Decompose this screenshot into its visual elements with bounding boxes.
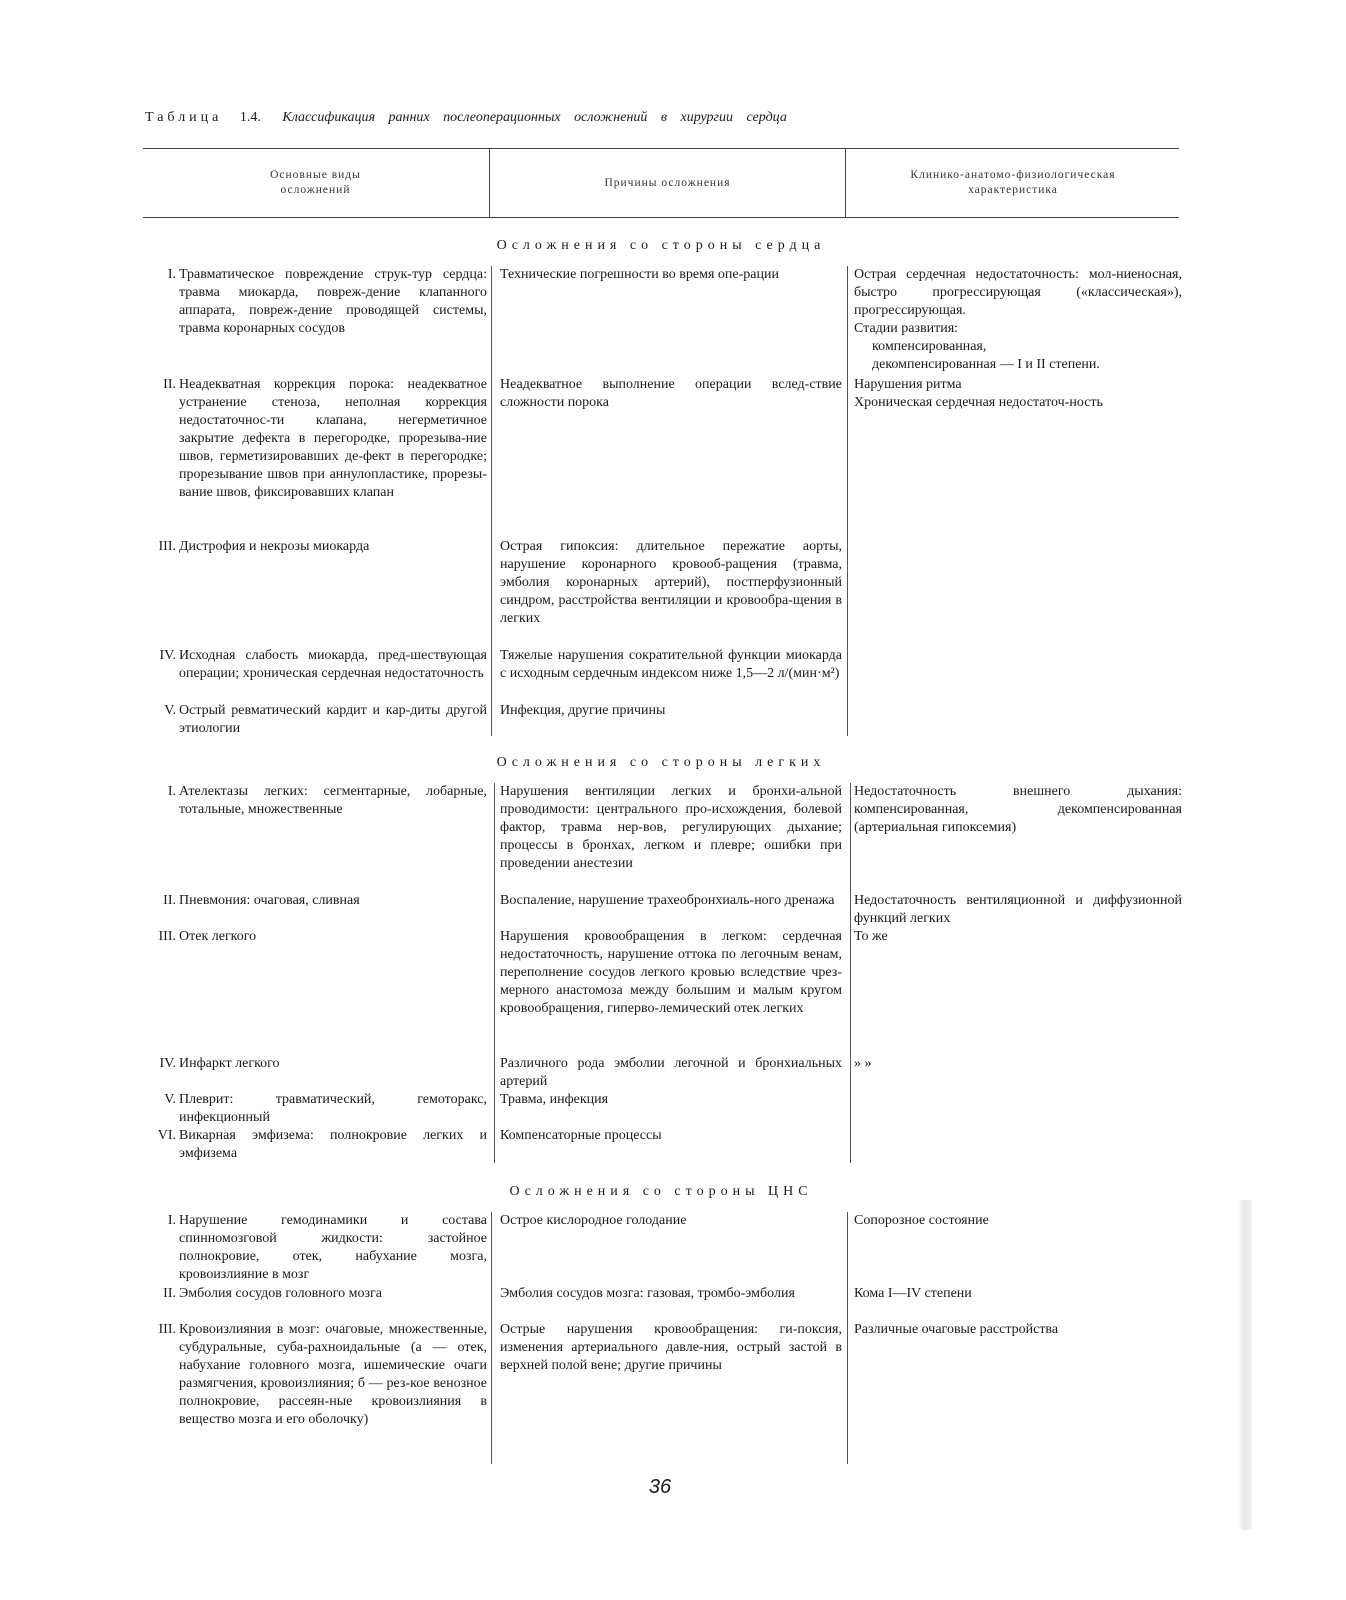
complication-cause: Инфекция, другие причины xyxy=(500,703,666,718)
row-number: VI. xyxy=(157,1128,176,1143)
complication-kind: Исходная слабость миокарда, пред-шествующая операции; хроническая сердечная недостаточность xyxy=(179,648,487,681)
complication-cause: Компенсаторные процессы xyxy=(500,1128,662,1143)
complication-kind: Плеврит: травматический, гемоторакс, инфекционный xyxy=(179,1092,487,1125)
complication-characteristic xyxy=(854,376,1182,412)
complication-cause: Острые нарушения кровообращения: ги-поксия, изменения артериального давле-ния, острый застой в верхней полой вене; другие причины xyxy=(500,1322,842,1373)
complication-cause: Тяжелые нарушения сократительной функции миокарда с исходным сердечным индексом ниже 1,5—2 л/(мин·м²) xyxy=(500,648,842,681)
scan-edge-shadow xyxy=(1238,1200,1252,1530)
row-number: I. xyxy=(167,267,176,282)
complication-cause: Острая гипоксия: длительное пережатие аорты, нарушение коронарного кровооб-ращения (травма, эмболия коронарных артерий), постперфузионный синдром, расстройства вентиляции и кровообра-щения в легких xyxy=(500,539,842,626)
complication-cause: Нарушения кровообращения в легком: сердечная недостаточность, нарушение оттока по легочным венам, переполнение сосудов легкого кровью вследствие чрез-мерного анастомоза между большим и малым кругом кровообращения, гиперво-лемический отек легких xyxy=(500,929,842,1016)
complication-kind: Отек легкого xyxy=(179,929,257,944)
row-number: V. xyxy=(164,1092,176,1107)
row-number: I. xyxy=(167,784,176,799)
complication-cause: Эмболия сосудов мозга: газовая, тромбо-эмболия xyxy=(500,1286,795,1301)
caption-number: 1.4. xyxy=(239,110,261,125)
complication-characteristic: Сопорозное состояние xyxy=(854,1213,989,1228)
complication-characteristic: Недостаточность внешнего дыхания: компенсированная, декомпенсированная (артериальная гипоксемия) xyxy=(854,784,1182,835)
char-line: компенсированная, xyxy=(872,339,987,354)
row-number: IV. xyxy=(159,648,176,663)
page-number: 36 xyxy=(648,1476,672,1498)
complication-kind: Кровоизлияния в мозг: очаговые, множественные, субдуральные, суба-рахноидальные (а — отек, набухание головного мозга, ишемические очаги размягчения, кровоизлияния; б — рез-кое венозное полнокровие, рассеян-ные кровоизлияния в вещество мозга и его оболочку) xyxy=(179,1322,487,1427)
row-number: I. xyxy=(167,1213,176,1228)
section-cns-title: Осложнения со стороны ЦНС xyxy=(509,1184,813,1199)
caption-label: Таблица xyxy=(145,110,223,125)
row-number: III. xyxy=(158,1322,176,1337)
header-kinds: Основные виды осложнений xyxy=(270,169,361,196)
column-divider xyxy=(847,266,848,736)
complication-kind: Неадекватная коррекция порока: неадекватное устранение стеноза, неполная коррекция недостаточнос-ти клапана, негерметичное закрытие дефекта в перегородке, прорезыва-ние швов, герметизировавших де-фект в перегородке; прорезывание швов при аннулопластике, прорезы-вание швов, фиксировавших клапан xyxy=(179,377,487,500)
complication-cause: Воспаление, нарушение трахеобронхиаль-ного дренажа xyxy=(500,893,835,908)
complication-characteristic: Различные очаговые расстройства xyxy=(854,1322,1059,1337)
complication-characteristic: Кома I—IV степени xyxy=(854,1286,972,1301)
row-number: II. xyxy=(163,1286,176,1301)
complication-kind: Викарная эмфизема: полнокровие легких и эмфизема xyxy=(179,1128,487,1161)
row-number: II. xyxy=(163,893,176,908)
complication-characteristic xyxy=(854,266,1182,374)
row-number: III. xyxy=(158,929,176,944)
complication-kind: Эмболия сосудов головного мозга xyxy=(179,1286,382,1301)
column-divider xyxy=(491,1212,492,1464)
caption-title: Классификация ранних послеоперационных осложнений в хирургии сердца xyxy=(282,110,787,125)
complication-characteristic: То же xyxy=(854,929,888,944)
column-divider xyxy=(491,266,492,736)
char-line: Хроническая сердечная недостаточ-ность xyxy=(854,395,1103,410)
complication-cause: Различного рода эмболии легочной и бронхиальных артерий xyxy=(500,1056,842,1089)
complication-kind: Дистрофия и некрозы миокарда xyxy=(179,539,370,554)
row-number: V. xyxy=(164,703,176,718)
row-number: II. xyxy=(163,377,176,392)
char-line: декомпенсированная — I и II степени. xyxy=(872,357,1100,372)
complication-kind: Инфаркт легкого xyxy=(179,1056,280,1071)
complication-kind: Травматическое повреждение струк-тур сердца: травма миокарда, повреж-дение клапанного аппарата, повреж-дение проводящей системы, травма коронарных сосудов xyxy=(179,267,487,336)
table-caption xyxy=(145,110,787,126)
complication-kind: Нарушение гемодинамики и состава спинномозговой жидкости: застойное полнокровие, отек, набухание мозга, кровоизлияние в мозг xyxy=(179,1213,487,1282)
table-header xyxy=(143,148,1179,218)
complication-characteristic: » » xyxy=(854,1056,872,1071)
complication-kind: Пневмония: очаговая, сливная xyxy=(179,893,360,908)
complication-cause: Травма, инфекция xyxy=(500,1092,609,1107)
column-divider xyxy=(850,783,851,1163)
section-lungs-title: Осложнения со стороны легких xyxy=(496,755,826,770)
column-divider xyxy=(494,783,495,1163)
column-divider xyxy=(847,1212,848,1464)
char-line: Нарушения ритма xyxy=(854,377,962,392)
complication-cause: Острое кислородное голодание xyxy=(500,1213,687,1228)
complication-kind: Ателектазы легких: сегментарные, лобарные, тотальные, множественные xyxy=(179,784,487,817)
char-line: Стадии развития: xyxy=(854,321,959,336)
header-causes: Причины осложнения xyxy=(489,149,845,217)
char-line: Острая сердечная недостаточность: мол-ниеносная, быстро прогрессирующая («классическая»), прогрессирующая. xyxy=(854,267,1182,318)
complication-cause: Технические погрешности во время опе-рации xyxy=(500,267,779,282)
complication-cause: Неадекватное выполнение операции вслед-ствие сложности порока xyxy=(500,377,842,410)
row-number: IV. xyxy=(159,1056,176,1071)
complication-cause: Нарушения вентиляции легких и бронхи-альной проводимости: центрального про-исхождения, болевой фактор, травма нер-вов, регулирующих дыхание; процессы в бронхах, легком и плевре; ошибки при проведении анестезии xyxy=(500,784,842,871)
header-characteristics: Клинико-анатомо-физиологическая характеристика xyxy=(845,149,1180,217)
section-heart-title: Осложнения со стороны сердца xyxy=(496,238,826,253)
complication-characteristic: Недостаточность вентиляционной и диффузионной функций легких xyxy=(854,893,1182,926)
complication-kind: Острый ревматический кардит и кар-диты другой этиологии xyxy=(179,703,487,736)
row-number: III. xyxy=(158,539,176,554)
